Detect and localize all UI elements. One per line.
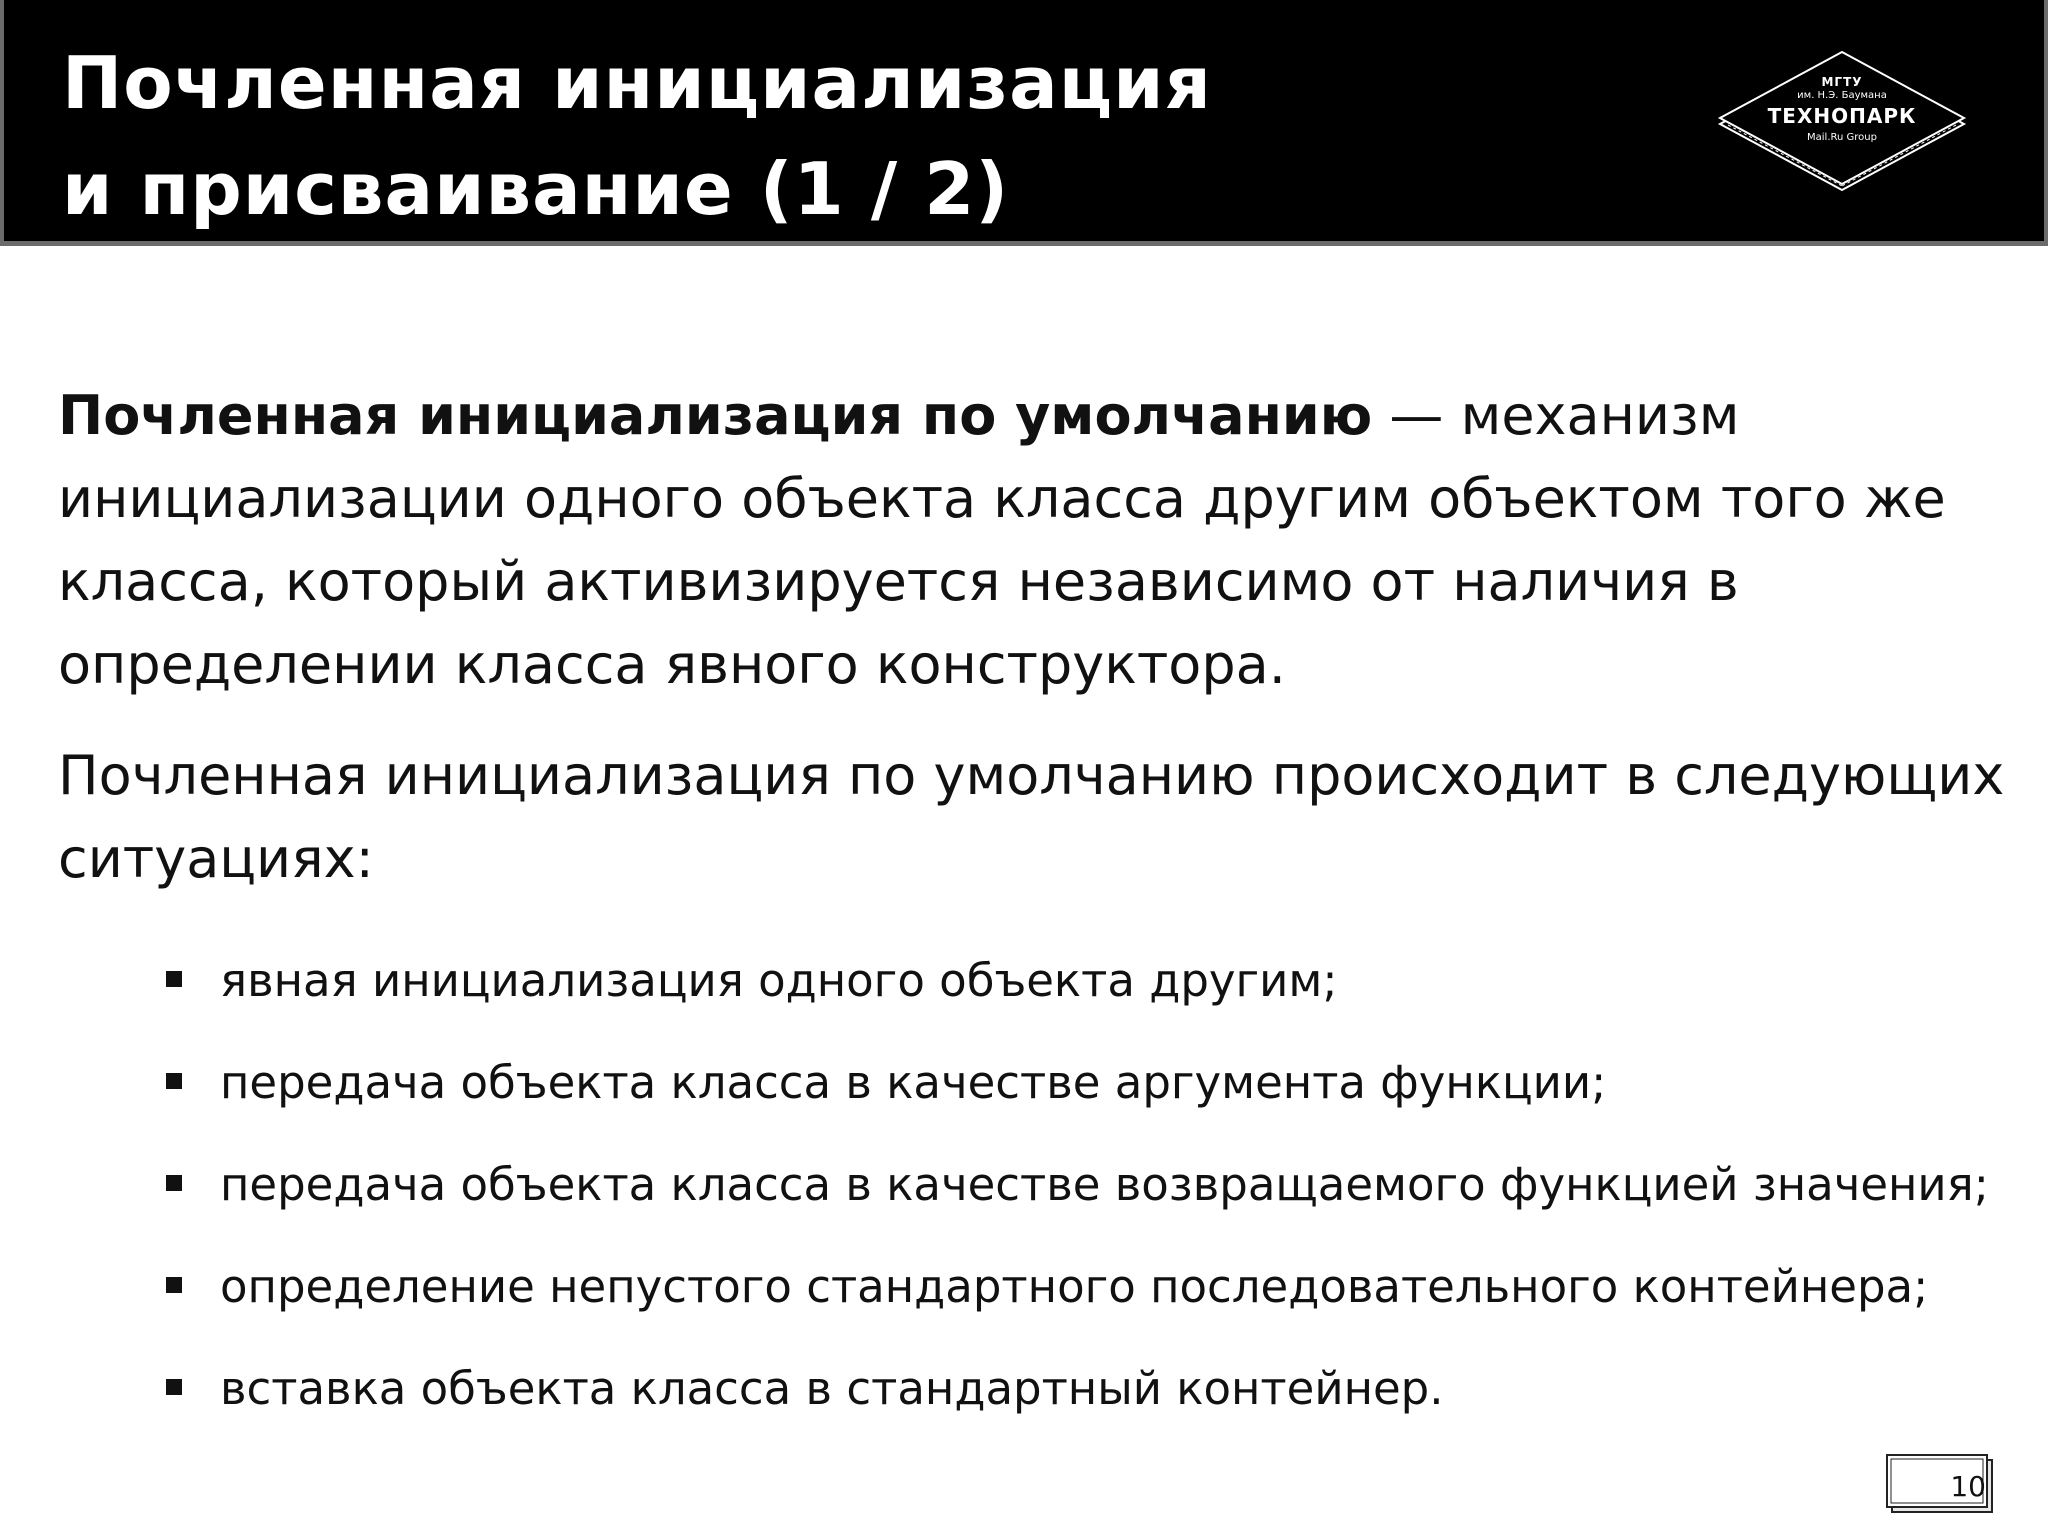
square-bullet-icon [166,1277,182,1293]
definition-term: Почленная инициализация по умолчанию [58,384,1373,447]
page-number-badge [1886,1454,1994,1514]
list-item [58,1236,2018,1338]
slide-title-line-2: и присваивание (1 / 2) [62,147,1010,231]
list-item-text: передача объекта класса в качестве аргумента функции; [220,1056,1607,1109]
list-item-text: явная инициализация одного объекта другим; [220,954,1338,1007]
slide-header [0,0,2048,246]
logo-university-name: им. Н.Э. Баумана [1797,90,1887,101]
logo-partner: Mail.Ru Group [1807,132,1877,143]
slide-body [58,374,2018,1440]
list-item-text: передача объекта класса в качестве возвращаемого функцией значения; [220,1158,1989,1211]
square-bullet-icon [166,1073,182,1089]
situations-list [58,930,2018,1440]
list-item [58,1032,2018,1134]
logo-university: МГТУ [1821,75,1863,89]
square-bullet-icon [166,971,182,987]
list-item [58,1338,2018,1440]
list-item [58,1134,2018,1236]
definition-paragraph [58,374,2018,706]
definition-text: — механизм инициализации одного объекта класса другим объектом того же класса, который активизируется независимо от наличия в определении класса явного конструктора. [58,384,1946,696]
slide-title-line-1: Почленная инициализация [62,41,1212,125]
list-item-text: вставка объекта класса в стандартный контейнер. [220,1362,1444,1415]
logo-brand: ТЕХНОПАРК [1767,104,1917,128]
page-number: 10 [1950,1470,1986,1503]
situations-intro: Почленная инициализация по умолчанию происходит в следующих ситуациях: [58,744,2005,890]
list-item [58,930,2018,1032]
technopark-logo [1712,46,1972,196]
square-bullet-icon [166,1175,182,1191]
slide-title [62,30,1212,242]
square-bullet-icon [166,1379,182,1395]
list-item-text: определение непустого стандартного последовательного контейнера; [220,1260,1929,1313]
